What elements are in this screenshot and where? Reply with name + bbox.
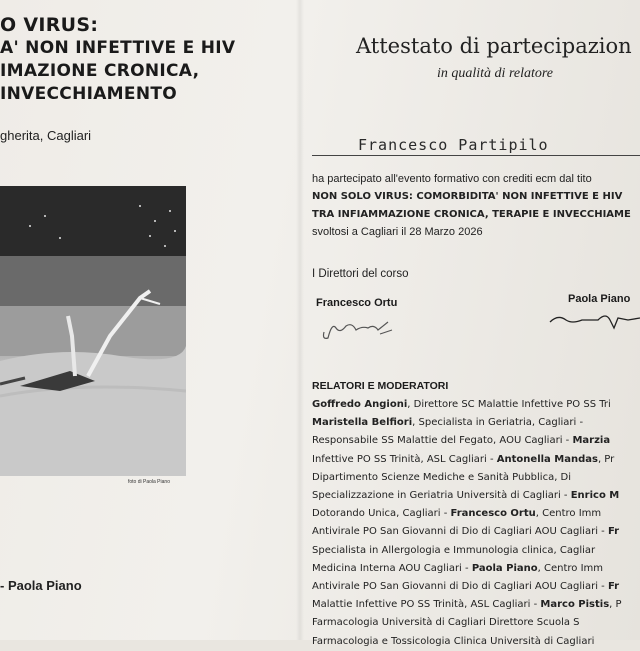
speaker-name: Fr	[607, 526, 620, 538]
speaker-name: Fr	[607, 581, 620, 592]
speaker-name: Francesco Ortu	[450, 508, 536, 520]
speaker-line	[312, 560, 640, 578]
speaker-line	[312, 505, 640, 523]
speaker-line	[312, 542, 640, 560]
speaker-affiliation: Responsabile SS Malattie del Fegato, AOU Cagliari -	[312, 435, 573, 447]
participant-name: Francesco Partipilo	[358, 136, 549, 154]
speaker-name: Paola Piano	[471, 562, 538, 574]
speaker-line	[312, 432, 640, 450]
speaker-name: Antonella Mandas	[496, 453, 598, 465]
speaker-name: Goffredo Angioni	[312, 399, 408, 410]
speaker-affiliation: Farmacologia Università di Cagliari Direttore Scuola S	[312, 617, 580, 629]
left-venue: gherita, Cagliari	[0, 128, 92, 143]
speaker-name: Enrico M	[570, 490, 620, 501]
page-fold	[296, 0, 304, 640]
speaker-line	[312, 487, 640, 505]
event-title-line-1: NON SOLO VIRUS: COMORBIDITA' NON INFETTIVE E HIV	[312, 191, 623, 202]
speaker-affiliation: , Pr	[597, 453, 615, 465]
speaker-affiliation: Malattie Infettive PO SS Trinità, ASL Cagliari -	[312, 599, 541, 611]
left-event-title	[0, 14, 300, 106]
speaker-line	[312, 614, 640, 632]
speaker-line	[312, 396, 640, 414]
speaker-line	[312, 523, 640, 541]
director-2-name: Paola Piano	[568, 293, 631, 305]
speaker-line	[312, 414, 640, 432]
event-place-date: svoltosi a Cagliari il 28 Marzo 2026	[312, 226, 483, 238]
speaker-affiliation: Specializzazione in Geriatria Università di Cagliari -	[312, 490, 571, 501]
speaker-name: Marzia	[572, 435, 611, 447]
speaker-affiliation: Antivirale PO San Giovanni di Dio di Cagliari AOU Cagliari -	[312, 526, 608, 538]
left-title-line-2: A' NON INFETTIVE E HIV	[0, 38, 236, 58]
speaker-affiliation: , Specialista in Geriatria, Cagliari -	[412, 417, 584, 429]
speaker-affiliation: Medicina Interna AOU Cagliari -	[312, 562, 472, 574]
speaker-affiliation: , Centro Imm	[537, 562, 604, 574]
speaker-affiliation: Antivirale PO San Giovanni di Dio di Cagliari AOU Cagliari -	[312, 581, 608, 592]
directors-label: I Direttori del corso	[312, 268, 409, 280]
speaker-affiliation: Dotorando Unica, Cagliari -	[312, 508, 451, 520]
speaker-affiliation: Infettive PO SS Trinità, ASL Cagliari -	[312, 453, 497, 465]
speaker-affiliation: Dipartimento Scienze Mediche e Sanità Pubblica, Di	[312, 471, 572, 483]
speaker-name: Marco Pistis	[540, 599, 610, 611]
speaker-line	[312, 469, 640, 487]
left-title-line-4: INVECCHIAMENTO	[0, 84, 177, 104]
speaker-name: Maristella Belfiori	[312, 417, 413, 429]
speaker-line	[312, 633, 640, 651]
certificate-subtitle: in qualità di relatore	[437, 66, 554, 81]
speaker-affiliation: Specialista in Allergologia e Immunologia clinica, Cagliar	[312, 544, 596, 556]
participation-intro: ha partecipato all'evento formativo con crediti ecm dal tito	[312, 173, 592, 185]
speakers-title: RELATORI E MODERATORI	[312, 380, 449, 392]
driftwood-illustration	[0, 186, 186, 476]
speaker-affiliation: , Direttore SC Malattie Infettive PO SS Tri	[407, 399, 611, 410]
event-title-line-2: TRA INFIAMMAZIONE CRONICA, TERAPIE E INVECCHIAME	[312, 209, 631, 220]
left-title-line-3: IMAZIONE CRONICA,	[0, 61, 200, 81]
driftwood-photo	[0, 186, 186, 476]
speaker-affiliation: , Centro Imm	[535, 508, 602, 520]
left-title-line-1: O VIRUS:	[0, 14, 99, 36]
director-2-signature	[548, 308, 640, 332]
certificate-title: Attestato di partecipazion	[356, 34, 632, 58]
director-1-signature	[318, 310, 398, 344]
photo-credit: foto di Paola Piano	[128, 479, 170, 485]
name-underline	[312, 155, 640, 156]
speaker-line	[312, 451, 640, 469]
speaker-affiliation: Farmacologia e Tossicologia Clinica Università di Cagliari	[312, 635, 595, 647]
left-author: - Paola Piano	[0, 578, 82, 593]
speaker-line	[312, 578, 640, 596]
speaker-line	[312, 596, 640, 614]
speaker-affiliation: , P	[609, 599, 622, 611]
director-1-name: Francesco Ortu	[316, 297, 398, 309]
